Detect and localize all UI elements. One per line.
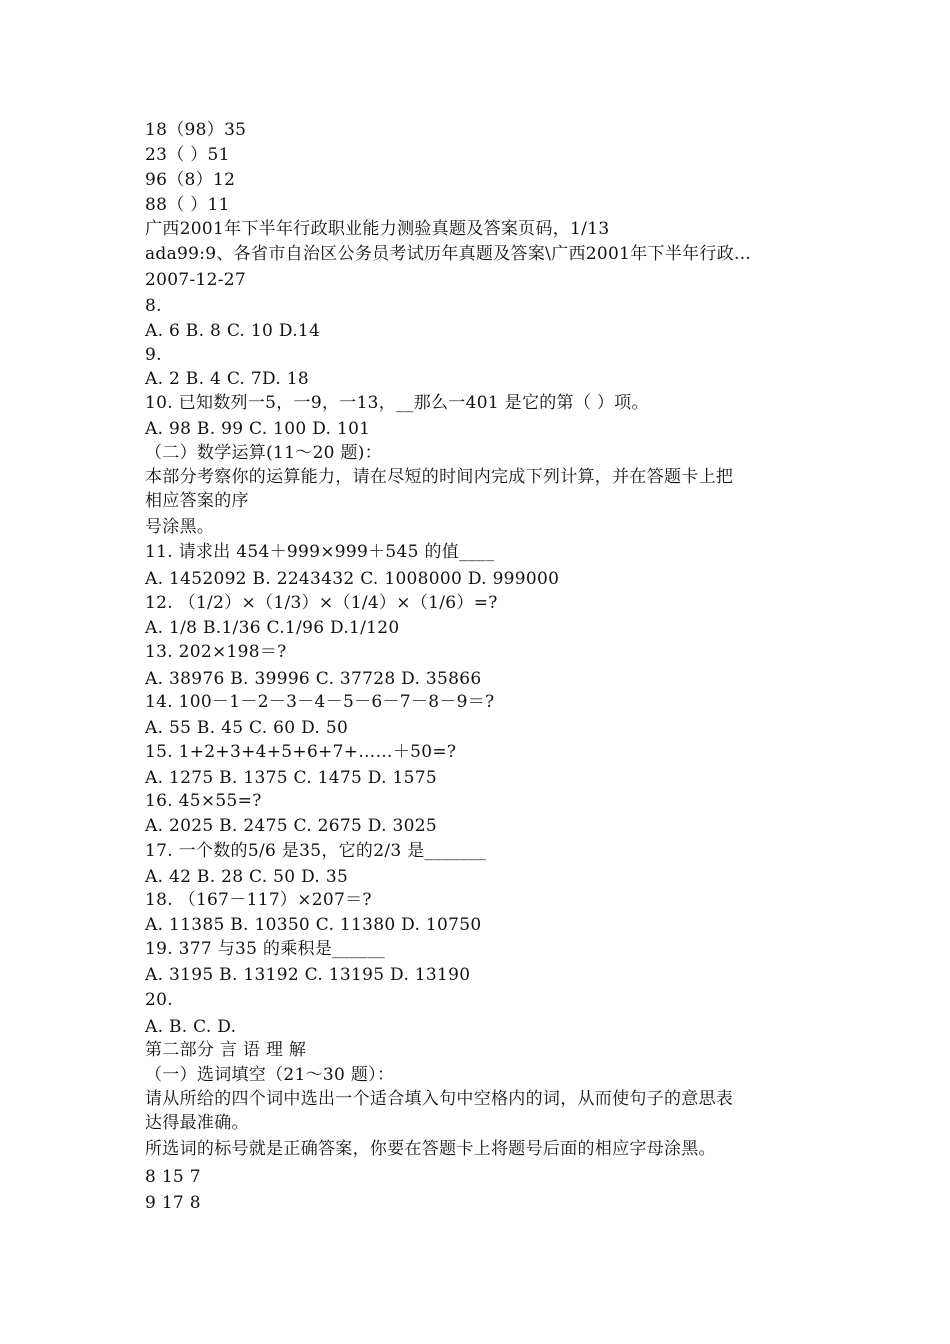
text-line: A. 2 B. 4 C. 7D. 18	[145, 369, 310, 389]
text-line: 所选词的标号就是正确答案，你要在答题卡上将题号后面的相应字母涂黑。	[145, 1139, 716, 1159]
text-line: A. 6 B. 8 C. 10 D.14	[145, 321, 321, 341]
section-heading: （二）数学运算(11～20 题)：	[145, 443, 383, 463]
question: 13. 202×198＝?	[145, 642, 287, 662]
answer-options: A. 42 B. 28 C. 50 D. 35	[145, 867, 349, 887]
text-line: 23（ ）51	[145, 145, 230, 165]
text-line: 8.	[145, 296, 162, 316]
text-line: 本部分考察你的运算能力，请在尽短的时间内完成下列计算，并在答题卡上把	[145, 467, 734, 487]
answer-options: A. 11385 B. 10350 C. 11380 D. 10750	[145, 915, 482, 935]
question: 12. （1/2）×（1/3）×（1/4）×（1/6）=?	[145, 593, 498, 613]
question: 18. （167－117）×207＝?	[145, 890, 372, 910]
text-line: 8 15 7	[145, 1167, 201, 1187]
text-line: 号涂黑。	[145, 517, 215, 537]
text-line: A. 98 B. 99 C. 100 D. 101	[145, 419, 371, 439]
text-line: ada99:9、各省市自治区公务员考试历年真题及答案\广西2001年下半年行政...	[145, 244, 752, 264]
text-line: 相应答案的序	[145, 491, 249, 511]
text-line: 18（98）35	[145, 120, 247, 140]
question: 11. 请求出 454＋999×999＋545 的值____	[145, 542, 495, 562]
question: 16. 45×55=?	[145, 791, 262, 811]
answer-options: A. 1/8 B.1/36 C.1/96 D.1/120	[145, 618, 400, 638]
text-line: 2007-12-27	[145, 270, 247, 290]
text-line: 88（ ）11	[145, 195, 230, 215]
answer-options: A. 2025 B. 2475 C. 2675 D. 3025	[145, 816, 437, 836]
text-line: 9 17 8	[145, 1193, 201, 1213]
question: 14. 100－1－2－3－4－5－6－7－8－9＝?	[145, 692, 495, 712]
text-line: 96（8）12	[145, 170, 236, 190]
section-heading: 第二部分 言 语 理 解	[145, 1040, 307, 1060]
question: 15. 1+2+3+4+5+6+7+……＋50=?	[145, 742, 457, 762]
text-line: 广西2001年下半年行政职业能力测验真题及答案页码，1/13	[145, 219, 610, 239]
answer-options: A. 55 B. 45 C. 60 D. 50	[145, 718, 349, 738]
text-line: 10. 已知数列一5，一9，一13，__那么一401 是它的第（ ）项。	[145, 393, 649, 413]
answer-options: A. B. C. D.	[145, 1017, 237, 1037]
question: 17. 一个数的5/6 是35，它的2/3 是_______	[145, 841, 487, 861]
answer-options: A. 1275 B. 1375 C. 1475 D. 1575	[145, 768, 437, 788]
text-line: 请从所给的四个词中选出一个适合填入句中空格内的词，从而使句子的意思表	[145, 1089, 734, 1109]
section-heading: （一）选词填空（21～30 题）：	[145, 1065, 395, 1085]
text-line: 达得最准确。	[145, 1113, 249, 1133]
question: 19. 377 与35 的乘积是______	[145, 939, 385, 959]
text-line: 9.	[145, 345, 162, 365]
answer-options: A. 1452092 B. 2243432 C. 1008000 D. 999000	[145, 569, 560, 589]
answer-options: A. 3195 B. 13192 C. 13195 D. 13190	[145, 965, 471, 985]
question: 20.	[145, 990, 173, 1010]
answer-options: A. 38976 B. 39996 C. 37728 D. 35866	[145, 669, 482, 689]
